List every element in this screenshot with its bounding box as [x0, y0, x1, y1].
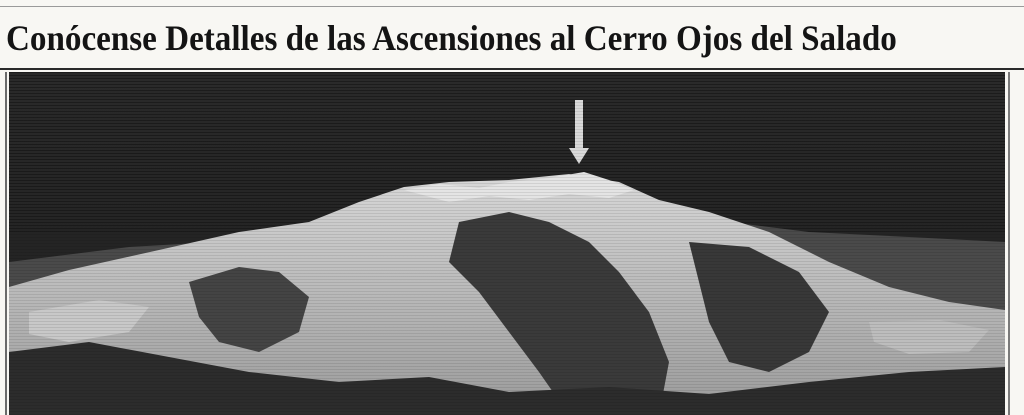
- top-rule: [0, 6, 1024, 7]
- photo-grain: [9, 72, 1005, 415]
- photo-frame-left: [5, 72, 7, 415]
- mountain-photo: [9, 72, 1005, 415]
- mountain-illustration: [9, 72, 1005, 415]
- headline: Conócense Detalles de las Ascensiones al Cerro Ojos del Salado: [6, 18, 897, 58]
- photo-frame-right: [1008, 72, 1010, 415]
- headline-rule: [0, 68, 1024, 70]
